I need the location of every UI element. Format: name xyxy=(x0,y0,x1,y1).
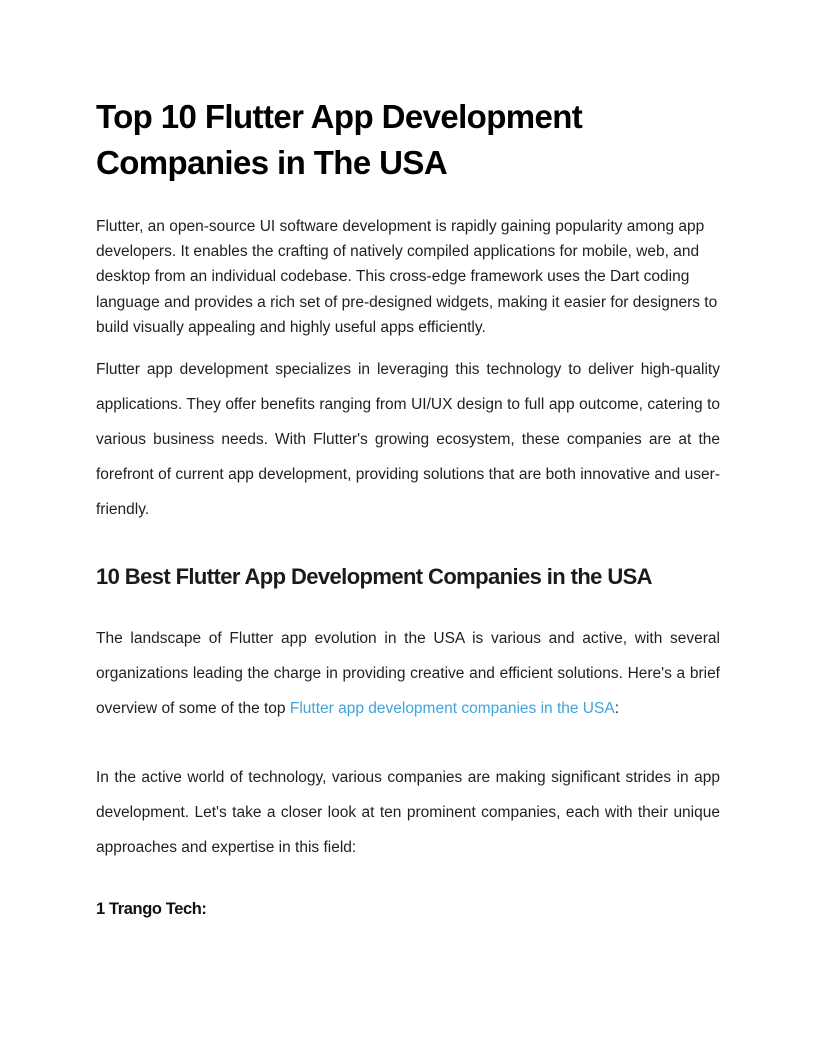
page-title: Top 10 Flutter App Development Companies in The USA xyxy=(96,98,583,181)
document-body xyxy=(96,94,720,921)
company-heading-trango-tech: 1 Trango Tech: xyxy=(96,900,207,919)
landscape-text-end: : xyxy=(614,700,619,718)
flutter-companies-link[interactable]: Flutter app development companies in the USA xyxy=(289,700,615,718)
section-heading: 10 Best Flutter App Development Companies in the USA xyxy=(96,564,652,590)
flutter-services-paragraph: Flutter app development specializes in leveraging this technology to deliver high-quality applications. They offer benefits ranging from UI/UX design to full app outcome, catering to various business needs. With Flutter's growing ecosystem, these companies are at the forefront of current app development, providing solutions that are both innovative and user-friendly. xyxy=(96,361,720,519)
intro-paragraph: Flutter, an open-source UI software development is rapidly gaining popularity among app developers. It enables the crafting of natively compiled applications for mobile, web, and desktop from an individual codebase. This cross-edge framework uses the Dart coding language and provides a rich set of pre-designed widgets, making it easier for designers to build visually appealing and highly useful apps efficiently. xyxy=(96,218,718,336)
landscape-paragraph xyxy=(96,621,720,726)
landscape-text: The landscape of Flutter app evolution in the USA is various and active, with several organizations leading the charge in providing creative and efficient solutions. Here's a brief overview of some of the top xyxy=(96,630,720,718)
active-world-paragraph: In the active world of technology, various companies are making significant strides in app development. Let's take a closer look at ten prominent companies, each with their unique approaches and expertise in this field: xyxy=(96,769,720,857)
